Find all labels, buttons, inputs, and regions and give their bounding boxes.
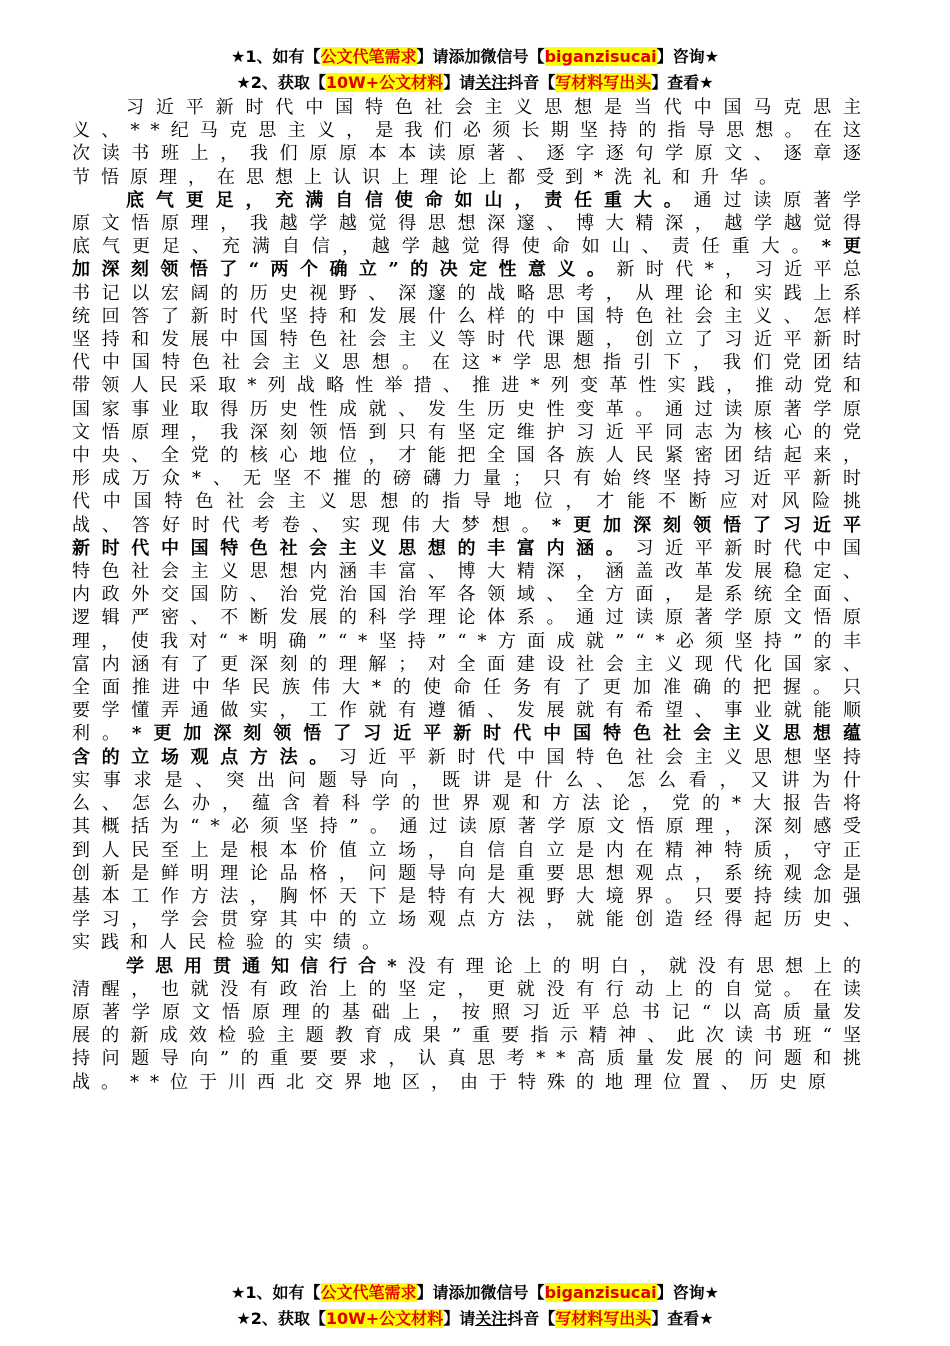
banner-text: 添加: [448, 1283, 481, 1302]
banner-text: 】请: [443, 1309, 476, 1328]
paragraph-text: 新时代*，习近平总书记以宏阔的历史视野、深邃的战略思考，从理论和实践上系统回答了新时代坚持和发展什么样的中国特色社会主义、怎样坚持和发展中国特色社会主义等时代课题，创立了习近平新时代中国特色社会主义思想。在这*学思想指引下，我们党团结带领人民采取*列战略性举措、推进*列变革性实践，推动党和国家事业取得历史性成就、发生历史性变革。通过读原著学原文悟原理，我深刻领悟到只有坚定维护习近平同志为核心的党中央、全党的核心地位，才能把全国各族人民紧密团结起来，形成万众*、无坚不摧的磅礴力量；只有始终坚持习近平新时代中国特色社会主义思想的指导地位，才能不断应对风险挑战、答好时代考卷、实现伟大梦想。: [72, 259, 872, 536]
paragraph-intro: 习近平新时代中国特色社会主义思想是当代中国马克思主义、**纪马克思主义，是我们必须长期坚持的指导思想。在这次读书班上，我们原原本本读原著、逐字逐句学原文、逐章逐节悟原理，在思想上认识上理论上都受到*洗礼和升华。: [72, 97, 872, 188]
banner-text: 】查看★: [651, 1309, 714, 1328]
banner-line-2: [0, 70, 950, 96]
paragraph-text: 习近平新时代中国特色社会主义思想内涵丰富、博大精深，涵盖改革发展稳定、内政外交国防、治党治国治军各领域、全方面，是系统全面、逻辑严密、不断发展的科学理论体系。通过读原著学原文悟原理，使我对“*明确”“*坚持”“*方面成就”“*必须坚持”的丰富内涵有了更深刻的理解；对全面建设社会主义现代化国家、全面推进中华民族伟大*的使命任务有了更加准确的把握。只要学懂弄通做实，工作就有遵循、发展就有希望、事业就能顺利。: [72, 537, 872, 745]
banner-text: 关注: [475, 1309, 508, 1328]
paragraph-text: 习近平新时代中国特色社会主义思想坚持实事求是、突出问题导向，既讲是什么、怎么看，又讲为什么、怎么办，蕴含着科学的世界观和方法论，党的*大报告将其概括为“*必须坚持”。通过读原著学原文悟原理，深刻感受到人民至上是根本价值立场，自信自立是内在精神特质，守正创新是鲜明理论品格，问题导向是重要思想观点，系统观念是基本工作方法，胸怀天下是特有大视野大境界。只要持续加强学习，学会贯穿其中的立场观点方法，就能创造经得起历史、实践和人民检验的实绩。: [72, 746, 873, 954]
banner-line-2: [0, 1306, 950, 1332]
footer-banner: [0, 1280, 950, 1332]
banner-text: 】查看★: [651, 73, 714, 92]
paragraph-section-1: [72, 189, 872, 955]
banner-text: 】请: [416, 47, 449, 66]
highlight-text: 10W+公文材料: [325, 73, 444, 92]
banner-line-1: [0, 44, 950, 70]
subheading: *更加深刻领悟了“两个确立”的决定性意义。: [72, 236, 872, 281]
paragraph-text: 没有理论上的明白，就没有思想上的清醒，也就没有政治上的坚定，更就没有行动上的自觉。在读原著学原文悟原理的基础上，按照习近平总书记“以高质量发展的新成效检验主题教育成果”重要指示精神、此次读书班“坚持问题导向”的重要要求，认真思考**高质量发展的问题和挑战。**位于川西北交界地区，由于特殊的地理位置、历史原: [72, 955, 872, 1093]
section-heading: 学思用贯通知信行合*: [126, 955, 408, 977]
highlight-account: 写材料写出头: [555, 1309, 652, 1328]
banner-text: 抖音【: [507, 73, 556, 92]
banner-text: ★1、如有【: [231, 1283, 321, 1302]
highlight-wechat-id: biganzisucai: [544, 47, 657, 66]
banner-text: 微信号【: [480, 1283, 545, 1302]
banner-text: ★2、获取【: [236, 73, 326, 92]
banner-text: 】咨询★: [656, 47, 719, 66]
banner-text: 】咨询★: [656, 1283, 719, 1302]
highlight-text: 公文代笔需求: [320, 47, 417, 66]
banner-text: 】请: [443, 73, 476, 92]
banner-text: 】请: [416, 1283, 449, 1302]
banner-text: 微信号【: [480, 47, 545, 66]
highlight-text: 10W+公文材料: [325, 1309, 444, 1328]
highlight-wechat-id: biganzisucai: [544, 1283, 657, 1302]
highlight-account: 写材料写出头: [555, 73, 652, 92]
subheading: *更加深刻领悟了习近平新时代中国特色社会主义思想蕴含的立场观点方法。: [72, 723, 872, 768]
highlight-text: 公文代笔需求: [320, 1283, 417, 1302]
paragraph-text: 通过读原著学原文悟原理，我越学越觉得思想深邃、博大精深，越学越觉得底气更足、充满自信，越学越觉得使命如山、责任重大。: [72, 189, 872, 258]
subheading: *更加深刻领悟了习近平新时代中国特色社会主义思想的丰富内涵。: [72, 514, 872, 559]
paragraph-section-2: [72, 955, 872, 1094]
banner-text: ★1、如有【: [231, 47, 321, 66]
banner-text: 关注: [475, 73, 508, 92]
document-body: [72, 96, 872, 1094]
header-banner: [0, 44, 950, 96]
banner-text: ★2、获取【: [236, 1309, 326, 1328]
banner-line-1: [0, 1280, 950, 1306]
banner-text: 抖音【: [507, 1309, 556, 1328]
banner-text: 添加: [448, 47, 481, 66]
section-heading: 底气更足，充满自信使命如山，责任重大。: [126, 189, 694, 211]
